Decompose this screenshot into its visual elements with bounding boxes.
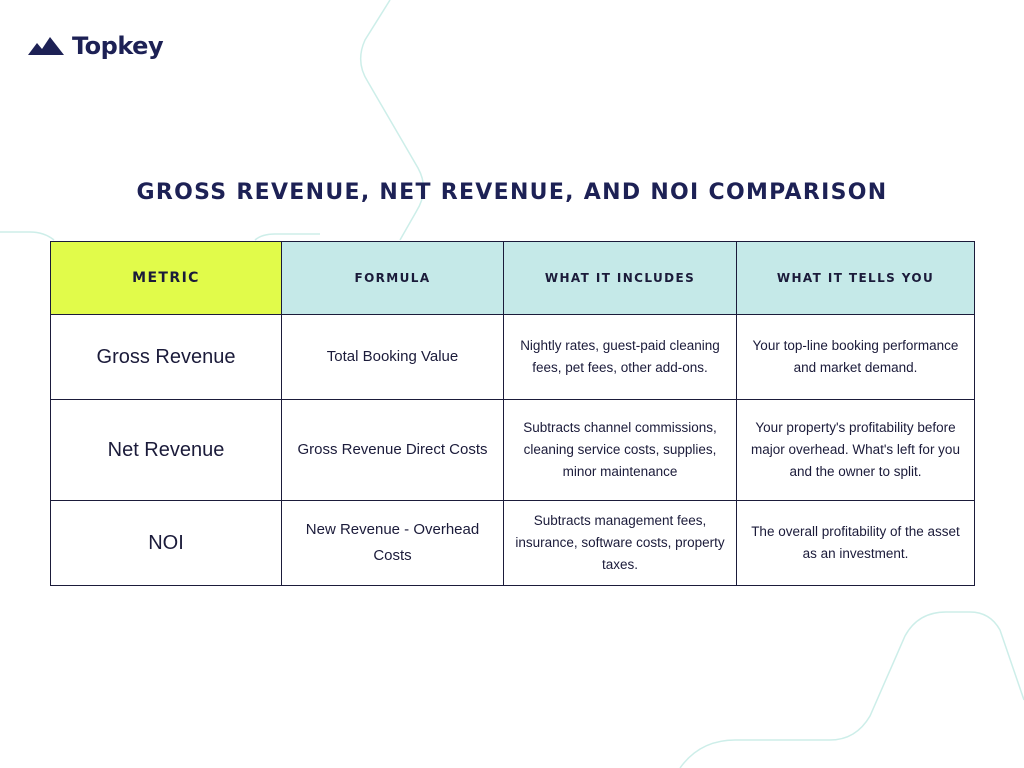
- table-row: [51, 400, 975, 501]
- comparison-table: [50, 241, 975, 586]
- tells-cell: The overall profitability of the asset as an investment.: [737, 501, 975, 586]
- includes-cell: Subtracts channel commissions, cleaning service costs, supplies, minor maintenance: [504, 400, 737, 501]
- formula-cell: Total Booking Value: [282, 315, 504, 400]
- metric-cell: Net Revenue: [51, 400, 282, 501]
- tells-cell: Your top-line booking performance and market demand.: [737, 315, 975, 400]
- tells-cell: Your property's profitability before major overhead. What's left for you and the owner to split.: [737, 400, 975, 501]
- table-row: [51, 315, 975, 400]
- metric-cell: Gross Revenue: [51, 315, 282, 400]
- page-title: GROSS REVENUE, NET REVENUE, AND NOI COMPARISON: [136, 180, 888, 205]
- table-header-row: [51, 242, 975, 315]
- metric-cell: NOI: [51, 501, 282, 586]
- formula-cell: New Revenue - Overhead Costs: [282, 501, 504, 586]
- brand-name: Topkey: [72, 32, 164, 60]
- topkey-logo-icon: [28, 35, 68, 57]
- brand-logo[interactable]: [28, 30, 163, 62]
- includes-cell: Nightly rates, guest-paid cleaning fees, pet fees, other add-ons.: [504, 315, 737, 400]
- table-row: [51, 501, 975, 586]
- header-includes: WHAT IT INCLUDES: [504, 242, 737, 315]
- header-metric: METRIC: [51, 242, 282, 315]
- formula-cell: Gross Revenue Direct Costs: [282, 400, 504, 501]
- header-formula: FORMULA: [282, 242, 504, 315]
- header-tells: WHAT IT TELLS YOU: [737, 242, 975, 315]
- includes-cell: Subtracts management fees, insurance, software costs, property taxes.: [504, 501, 737, 586]
